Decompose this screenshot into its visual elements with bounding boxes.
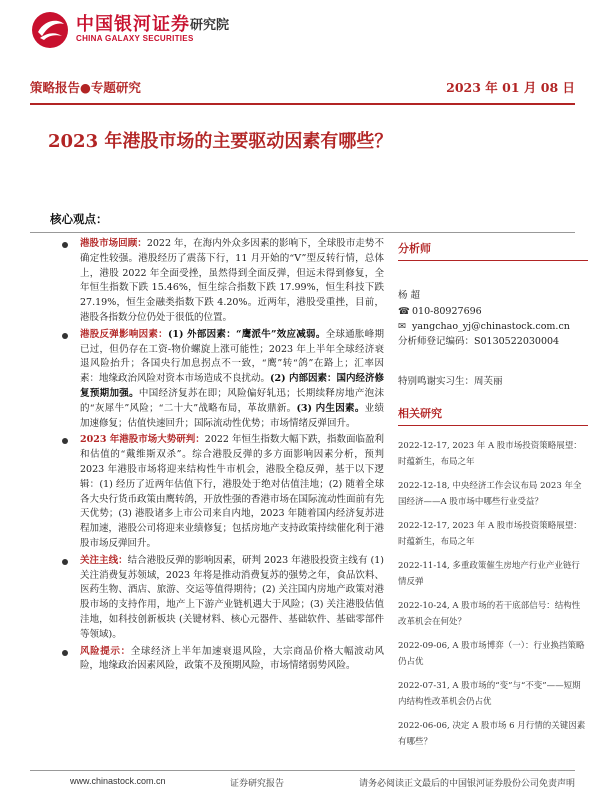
bullet-text: 全球经济上半年加速衰退风险，大宗商品价格大幅波动风险，地缘政治因素风险，政策不及预期风险，市场情绪弱势风险。	[80, 645, 384, 672]
bullet-text: 2022 年恒生指数大幅下跌，指数面临盈利和估值的“戴维斯双杀”。综合港股反弹的多方面影响因素分析，预判 2023 年港股市场将迎来结构性牛市机会，港股全稳反弹，基于以下逻辑：(1) 经历了近两年估值下行，港股处于绝对估值洼地；(2) 随着全球各大央行货币政策由鹰转鸽，开放性强的香港市场在国际流动性面前有先天优势；(3) 港股诸多上市公司来自内地，2023 年随着国内经济复苏进程加速，港股公司将迎来业绩修复；包括房地产支持政策持续催化利于港股市场反弹回升。	[80, 434, 385, 549]
related-link[interactable]: 2022-12-17, 2023 年 A 股市场投资策略展望：时蕴新生，布局之年	[398, 521, 582, 547]
factor-endogenous-text: 业绩加速修复；估值快速回升；国际流动性优势；市场情绪反弹回升。	[80, 402, 384, 429]
page-footer	[30, 776, 575, 792]
analyst-reg-code: 分析师登记编码：S0130522030004	[398, 336, 560, 347]
email-icon: ✉	[398, 321, 406, 332]
email-address[interactable]: yangchao_yj@chinastock.com.cn	[412, 321, 570, 332]
related-link[interactable]: 2022-06-06, 决定 A 股市场 6 月行情的关键因素有哪些？	[398, 721, 586, 747]
bullet-dot-icon	[62, 333, 68, 339]
report-title: 2023 年港股市场的主要驱动因素有哪些？	[48, 131, 393, 152]
galaxy-logo-icon	[30, 10, 70, 50]
core-views-label: 核心观点：	[50, 212, 108, 226]
related-item[interactable]	[398, 718, 588, 750]
core-bullets	[62, 237, 384, 676]
analyst-name: 杨 超	[398, 290, 421, 301]
bullet-market-review	[62, 237, 384, 326]
bullet-heading: 2023 年港股市场大势研判：	[80, 434, 205, 446]
footer-disclaimer: 请务必阅读正文最后的中国银河证券股份公司免责声明	[358, 779, 575, 789]
bullet-dot-icon	[62, 242, 68, 248]
related-item[interactable]	[398, 558, 588, 590]
related-item[interactable]	[398, 638, 588, 670]
bullet-risk	[62, 645, 384, 675]
related-link[interactable]: 2022-12-17, 2023 年 A 股市场投资策略展望：时蕴新生，布局之年	[398, 441, 582, 467]
related-item[interactable]	[398, 598, 588, 630]
related-list	[398, 438, 588, 750]
bullet-rebound-factors	[62, 328, 384, 432]
related-link[interactable]: 2022-07-31, A 股市场的“变”与“不变”——短期内结构性改革机会仍占优	[398, 681, 581, 707]
related-section-title: 相关研究	[398, 405, 588, 426]
bullet-heading: 风险提示：	[80, 645, 131, 657]
report-date: 2023 年 01 月 08 日	[446, 80, 575, 95]
bullet-main-lines	[62, 554, 384, 643]
related-item[interactable]	[398, 678, 588, 710]
phone-row	[398, 304, 588, 319]
institute-label: 研究院	[190, 18, 230, 33]
bullet-text: 结合港股反弹的影响因素，研判 2023 年港股投资主线有 (1) 关注消费复苏领域，2023 年将是推动消费复苏的强势之年，食品饮料、医药生物、酒店、旅游、交运等值得期待；(2) 关注国内房地产政策对港股市场的支持作用，地产上下游产业链机遇大于风险；(3) 关注港股估值洼地，如科技创新板块 (关键材料、核心元器件、基础软件、基础零部件等领域)。	[80, 554, 384, 640]
report-band	[30, 78, 575, 100]
bullet-dot-icon	[62, 559, 68, 565]
band-divider	[30, 103, 575, 105]
related-link[interactable]: 2022-10-24, A 股市场的若干底部信号：结构性改革机会在何处？	[398, 601, 581, 627]
related-item[interactable]	[398, 518, 588, 550]
related-link[interactable]: 2022-09-06, A 股市场博弈（一）：行业换挡策略仍占优	[398, 641, 585, 667]
factor-internal-head: (2) 内部因素：国内经济修复预期加强。	[80, 373, 384, 399]
report-header	[30, 8, 590, 54]
brand-name-en: CHINA GALAXY SECURITIES	[76, 34, 194, 43]
bullet-text: 2022 年，在海内外众多因素的影响下，全球股市走势不确定性较强。港股经历了震荡下行，11 月开始的“V”型反转行情，总体上，港股 2022 年全面受挫，虽然得到全面反弹，但远未得到修复，全年恒生指数下跌 15.46%，恒生综合指数下跌 17.99%，恒生科技下跌 27.19%，恒生金融类指数下跌 4.20%。近两年，港股受重挫，目前，港股各指数分位仍处于很低的位置。	[80, 238, 384, 323]
phone-number: 010-80927696	[412, 306, 482, 317]
factor-external-label: (1) 外部因素：	[167, 328, 236, 340]
email-row[interactable]	[398, 319, 588, 334]
report-type: 策略报告●专题研究	[30, 80, 141, 95]
core-divider	[30, 232, 575, 233]
bullet-heading: 港股反弹影响因素：	[80, 328, 168, 340]
factor-external-text: 全球通胀峰期已过，但仍存在工资-物价螺旋上涨可能性；2023 年上半年全球经济衰退风险抬升；各国央行加息拐点不一致，“鹰”转“鸽”在路上；汇率因素：地缘政治风险对资本市场造成不良扰动。	[80, 328, 384, 385]
phone-icon: ☎	[398, 306, 410, 317]
factor-endogenous-head: (3) 内生因素。	[296, 402, 365, 414]
bullet-dot-icon	[62, 650, 68, 656]
bullet-outlook	[62, 433, 384, 551]
footer-report-type: 证券研究报告	[230, 779, 285, 789]
sidebar	[398, 236, 588, 758]
footer-divider	[30, 770, 575, 771]
related-item[interactable]	[398, 438, 588, 470]
factor-internal-text: 中国经济复苏在即；风险偏好轧迅；长期续释房地产泡沫的“灰犀牛”风险；“二十大”战略布局，革故鼎新。	[80, 387, 384, 414]
brand-name-cn: 中国银河证券	[76, 14, 190, 35]
analyst-section-title: 分析师	[398, 240, 588, 261]
related-link[interactable]: 2022-11-14, 多重政策催生房地产行业产业链行情反弹	[398, 561, 580, 587]
bullet-heading: 关注主线：	[80, 554, 128, 566]
bullet-dot-icon	[62, 438, 68, 444]
intern-credit: 特别鸣谢实习生：周芙丽	[398, 376, 503, 387]
factor-external-head: “鹰派牛”效应减弱。	[235, 328, 326, 340]
footer-website[interactable]: www.chinastock.com.cn	[70, 776, 166, 786]
bullet-heading: 港股市场回顾：	[80, 238, 147, 249]
related-item[interactable]	[398, 478, 588, 510]
related-link[interactable]: 2022-12-18, 中央经济工作会议布局 2023 年全国经济——A 股市场中哪些行业受益？	[398, 481, 582, 507]
